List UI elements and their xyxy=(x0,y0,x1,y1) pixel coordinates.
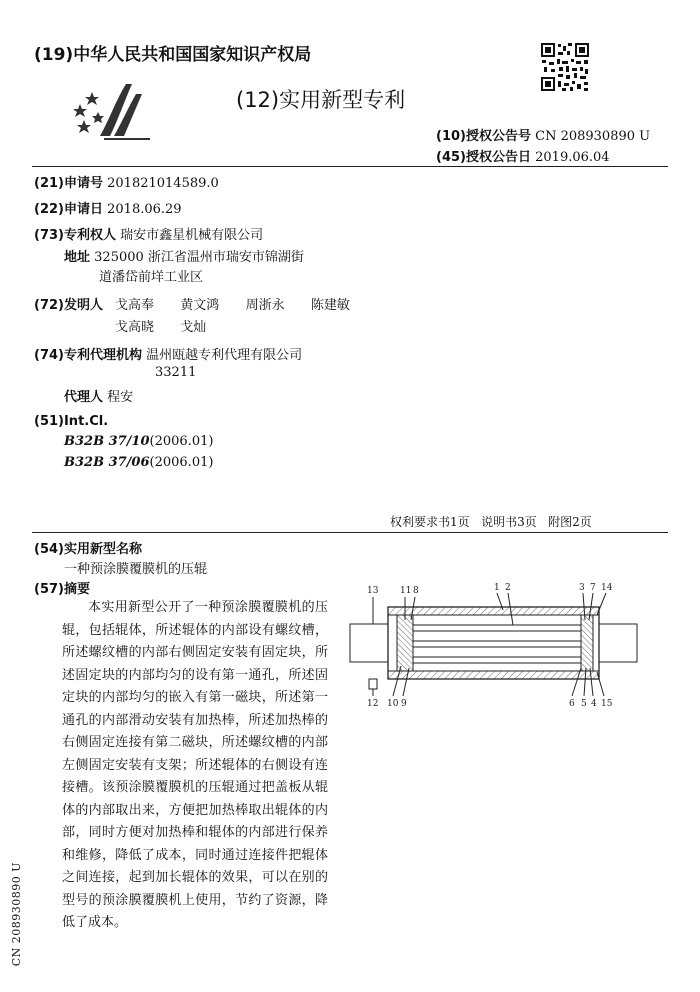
inventor-name: 戈高奉 xyxy=(115,298,155,313)
figure-label: 13 xyxy=(367,586,379,596)
figure-label: 9 xyxy=(401,699,407,709)
address xyxy=(64,246,304,265)
figure-label: 5 xyxy=(581,699,587,709)
roller-drawing xyxy=(345,580,640,710)
patent-agency xyxy=(34,344,302,363)
int-cl-year: (2006.01) xyxy=(149,434,214,449)
figure-label: 1 xyxy=(494,583,500,593)
header-divider xyxy=(32,166,668,167)
figure-label: 11 xyxy=(400,586,412,596)
inventors-line-1 xyxy=(115,294,350,313)
agent-value: 程安 xyxy=(107,390,134,405)
page-count-info: 权利要求书1页 说明书3页 附图2页 xyxy=(390,515,592,529)
document-type: (12)实用新型专利 xyxy=(236,88,406,112)
address-label: 地址 xyxy=(64,250,91,265)
patent-agency-label: (74)专利代理机构 xyxy=(34,348,142,363)
publication-date-value: 2019.06.04 xyxy=(535,150,610,165)
patentee xyxy=(34,224,263,243)
inventor-name: 黄文鸿 xyxy=(180,298,220,313)
inventor-name: 戈高晓 xyxy=(115,320,155,335)
patentee-label: (73)专利权人 xyxy=(34,228,116,243)
int-cl-code: B32B 37/10 xyxy=(64,434,150,449)
inventor-name: 陈建敏 xyxy=(310,298,350,313)
section-divider xyxy=(32,532,668,533)
figure-label: 8 xyxy=(413,586,419,596)
figure-label: 7 xyxy=(590,583,596,593)
publication-date xyxy=(436,146,610,165)
abstract-text: 本实用新型公开了一种预涂膜覆膜机的压辊，包括辊体，所述辊体的内部设有螺纹槽，所述螺纹槽的内部右侧固定安装有固定块，所述固定块的内部均匀的设有第一通孔，所述固定块的内部均匀的嵌入有第一磁块，所述第一通孔的内部滑动安装有加热棒，所述加热棒的右侧固定连接有第二磁块，所述螺纹槽的内部左侧固定安装有支架；所述辊体的右侧设有连接槽。该预涂膜覆膜机的压辊通过把盖板从辊体的内部取出来，方便把加热棒取出辊体的内部，同时方便对加热棒和辊体的内部进行保养和维修，降低了成本，同时通过连接件把辊体之间连接，起到加长辊体的效果，可以在别的型号的预涂膜覆膜机上使用，节约了资源，降低了成本。 xyxy=(62,600,328,930)
figure-label: 12 xyxy=(367,699,379,709)
int-cl-code: B32B 37/06 xyxy=(64,455,150,470)
application-number-value: 201821014589.0 xyxy=(107,176,219,191)
inventors-label: (72)发明人 xyxy=(34,298,103,313)
figure-label: 4 xyxy=(591,699,597,709)
qr-code-icon xyxy=(540,42,590,92)
side-publication-code: CN 208930890 U xyxy=(10,862,23,967)
agent xyxy=(64,386,133,405)
patent-agency-value: 温州瓯越专利代理有限公司 xyxy=(146,348,303,363)
int-cl-year: (2006.01) xyxy=(149,455,214,470)
int-cl-entry xyxy=(64,455,213,470)
abstract-label: (57)摘要 xyxy=(34,582,90,597)
figure-label: 6 xyxy=(569,699,575,709)
int-cl-entry xyxy=(64,434,213,449)
inventors xyxy=(34,294,103,313)
figure-label: 3 xyxy=(579,583,585,593)
int-cl-label: (51)Int.Cl. xyxy=(34,414,109,429)
application-number-label: (21)申请号 xyxy=(34,176,103,191)
application-date-label: (22)申请日 xyxy=(34,202,103,217)
inventor-name: 戈灿 xyxy=(180,320,207,335)
agent-label: 代理人 xyxy=(64,390,104,405)
figure-label: 14 xyxy=(601,583,613,593)
publication-number-label: (10)授权公告号 xyxy=(436,129,531,144)
office-name: (19)中华人民共和国国家知识产权局 xyxy=(34,45,312,65)
utility-model-title-label: (54)实用新型名称 xyxy=(34,542,142,557)
address-line-2: 道潘岱前垟工业区 xyxy=(99,270,204,285)
utility-model-title: 一种预涂膜覆膜机的压辊 xyxy=(64,562,208,577)
application-date xyxy=(34,198,182,217)
emblem-icon xyxy=(70,78,154,140)
address-line-1: 325000 浙江省温州市瑞安市锦湖街 xyxy=(94,250,304,265)
patentee-value: 瑞安市鑫星机械有限公司 xyxy=(120,228,264,243)
publication-number xyxy=(436,125,650,144)
application-number xyxy=(34,172,219,191)
figure-label: 15 xyxy=(601,699,613,709)
patent-agency-code: 33211 xyxy=(155,365,197,380)
figure-label: 10 xyxy=(387,699,399,709)
inventors-line-2 xyxy=(115,316,206,335)
inventor-name: 周浙永 xyxy=(245,298,285,313)
publication-date-label: (45)授权公告日 xyxy=(436,150,531,165)
application-date-value: 2018.06.29 xyxy=(107,202,182,217)
figure-label: 2 xyxy=(505,583,511,593)
publication-number-value: CN 208930890 U xyxy=(535,129,651,144)
